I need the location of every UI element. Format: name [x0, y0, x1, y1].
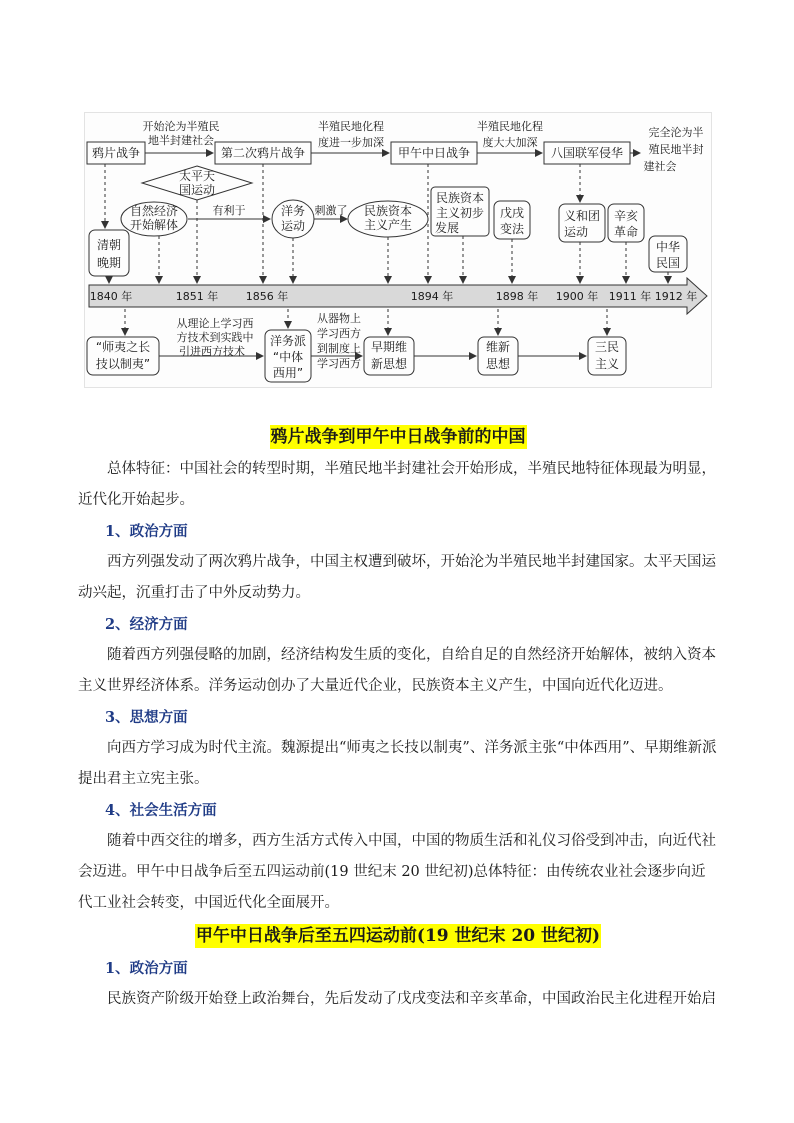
annotation-3-line-2: 度大大加深	[482, 136, 538, 149]
annotation-4-line-3: 建社会	[643, 160, 677, 173]
document-body	[78, 420, 718, 1015]
bottom-note-2-line-3: 到制度上	[317, 342, 361, 355]
section-1-heading-politics: 1、政治方面	[105, 523, 188, 540]
opium-war-label: 鸦片战争	[91, 146, 141, 160]
year-1898: 1898 年	[495, 290, 539, 303]
bottom-note-2-line-2: 学习西方	[317, 327, 361, 340]
section-2-title-text: 甲午中日战争后至五四运动前(19 世纪末 20 世纪初)	[195, 926, 601, 946]
annotation-4-line-2: 殖民地半封	[648, 143, 704, 156]
westernization-label-1: 洋务	[280, 204, 306, 218]
beneficial-label: 有利于	[212, 204, 246, 217]
national-capital-label-1: 民族资本	[363, 204, 413, 218]
reform-label-2: 变法	[499, 222, 525, 236]
section-1-heading-thought: 3、思想方面	[105, 709, 188, 726]
annotation-1-line-1: 开始沦为半殖民	[142, 120, 220, 133]
year-1856: 1856 年	[245, 290, 289, 303]
section-2-text-politics: 民族资产阶级开始登上政治舞台，先后发动了戊戌变法和辛亥革命，中国政治民主化进程开始启	[107, 991, 716, 1007]
qing-label-1: 清朝	[96, 238, 122, 252]
bottom-note-1-line-2: 方技术到实践中	[176, 331, 254, 344]
annotation-2-line-2: 度进一步加深	[318, 136, 384, 149]
national-dev-label-3: 发展	[434, 221, 460, 235]
year-1840: 1840 年	[89, 290, 133, 303]
boxer-label-2: 运动	[563, 225, 589, 239]
section-1-text-thought: 向西方学习成为时代主流。魏源提出“师夷之长技以制夷”、洋务派主张“中体西用”、早期维新派提出君主立宪主张。	[78, 740, 717, 787]
section-1-heading-society: 4、社会生活方面	[105, 802, 217, 819]
three-principles-label-2: 主义	[594, 357, 620, 371]
early-reform-label-1: 早期维	[370, 340, 408, 354]
year-1851: 1851 年	[175, 290, 219, 303]
section-2-title	[78, 919, 718, 953]
weixin-label-2: 思想	[485, 357, 511, 371]
bottom-note-1-line-3: 引进西方技术	[179, 345, 245, 358]
second-opium-war-label: 第二次鸦片战争	[220, 146, 306, 160]
year-1911: 1911 年	[608, 290, 652, 303]
history-timeline-diagram	[84, 112, 712, 388]
shiyi-label-2: 技以制夷”	[95, 357, 151, 371]
section-1-heading-economy: 2、经济方面	[105, 616, 188, 633]
weixin-label-1: 维新	[485, 340, 511, 354]
boxer-label-1: 义和团	[563, 209, 601, 223]
taiping-label-2: 国运动	[178, 183, 216, 197]
annotation-1-line-2: 地半封建社会	[148, 134, 214, 147]
national-dev-label-2: 主义初步	[435, 206, 485, 220]
section-1-intro: 总体特征：中国社会的转型时期，半殖民地半封建社会开始形成，半殖民地特征体现最为明显，近代化开始起步。	[78, 461, 716, 508]
sino-japanese-war-label: 甲午中日战争	[397, 146, 471, 160]
section-1-title	[78, 420, 718, 454]
three-principles-label-1: 三民	[594, 340, 620, 354]
xinhai-label-1: 辛亥	[613, 209, 639, 223]
reform-label-1: 戊戌	[499, 206, 525, 220]
section-1-text-society: 随着中西交往的增多，西方生活方式传入中国，中国的物质生活和礼仪习俗受到冲击，向近代社会迈进。甲午中日战争后至五四运动前(19 世纪末 20 世纪初)总体特征：由传统农业社会逐步向近代工业社会转变，中国近代化全面展开。	[78, 833, 716, 911]
bottom-note-2-line-4: 学习西方	[317, 357, 361, 370]
timeline-svg	[85, 113, 711, 387]
annotation-4-line-1: 完全沦为半	[648, 126, 704, 139]
roc-label-1: 中华	[655, 240, 681, 254]
xinhai-label-2: 革命	[613, 225, 639, 239]
year-1912: 1912 年	[654, 290, 698, 303]
section-1-title-text: 鸦片战争到甲午中日战争前的中国	[270, 427, 526, 447]
natural-econ-label-2: 开始解体	[129, 218, 179, 232]
wx-school-label-1: 洋务派	[269, 334, 307, 348]
westernization-label-2: 运动	[280, 219, 306, 233]
wx-school-label-2: “中体	[272, 350, 304, 364]
annotation-3-line-1: 半殖民地化程	[477, 120, 543, 133]
bottom-note-2-line-1: 从器物上	[317, 312, 361, 325]
section-2-heading-politics: 1、政治方面	[105, 960, 188, 977]
shiyi-label-1: “师夷之长	[95, 340, 151, 354]
qing-label-2: 晚期	[96, 256, 122, 270]
year-1894: 1894 年	[410, 290, 454, 303]
early-reform-label-2: 新思想	[370, 357, 408, 371]
taiping-label-1: 太平天	[178, 169, 216, 183]
natural-econ-label-1: 自然经济	[129, 204, 179, 218]
national-capital-label-2: 主义产生	[363, 218, 413, 232]
national-dev-label-1: 民族资本	[435, 191, 485, 205]
eight-nation-label: 八国联军侵华	[550, 146, 624, 160]
stimulated-label: 刺激了	[314, 204, 348, 217]
annotation-2-line-1: 半殖民地化程	[318, 120, 384, 133]
wx-school-label-3: 西用”	[272, 366, 304, 380]
roc-label-2: 民国	[655, 256, 681, 270]
bottom-note-1-line-1: 从理论上学习西	[176, 317, 254, 330]
section-1-text-economy: 随着西方列强侵略的加剧，经济结构发生质的变化，自给自足的自然经济开始解体，被纳入资本主义世界经济体系。洋务运动创办了大量近代企业，民族资本主义产生，中国向近代化迈进。	[78, 647, 716, 694]
section-1-text-politics: 西方列强发动了两次鸦片战争，中国主权遭到破坏，开始沦为半殖民地半封建国家。太平天国运动兴起，沉重打击了中外反动势力。	[78, 554, 716, 601]
year-1900: 1900 年	[555, 290, 599, 303]
